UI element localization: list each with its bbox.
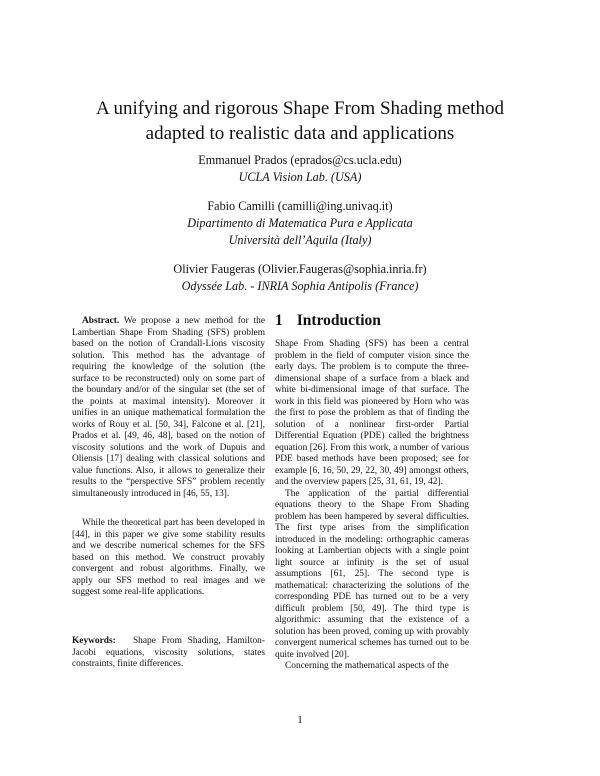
abstract: [72, 316, 265, 500]
abstract-label: Abstract.: [82, 316, 120, 326]
author-affiliation: Dipartimento di Matematica Pura e Applicata: [187, 216, 413, 230]
author-block-2: [60, 198, 540, 249]
abstract-text: We propose a new method for the Lambertian Shape From Shading (SFS) problem based on the notion of Crandall-Lions viscosity solution. This method has the advantage of requiring the knowledge of the solution (the surface to be reconstructed) only on some part of the boundary and/or of the singular set (the set of the points at maximal intensity). Moreover it unifies in an unique mathematical formulation the works of Rouy et al. [50, 34], Falcone et al. [21], Prados et al. [49, 46, 48], based on the notion of viscosity solutions and the work of Dupuis and Oliensis [17] dealing with classical solutions and value functions. Also, it allows to generalize their results to the “perspective SFS” problem recently simultaneously introduced in [46, 55, 13].: [72, 316, 265, 499]
intro-column: [275, 339, 469, 673]
intro-paragraph-1: Shape From Shading (SFS) has been a central problem in the field of computer vision since the early days. The problem is to compute the three-dimensional shape of a surface from a black and white bi-dimensional image of that surface. The work in this field was pioneered by Horn who was the first to pose the problem as that of finding the solution of a nonlinear first-order Partial Differential Equation (PDE) called the brightness equation [26]. From this work, a number of various PDE based methods have been proposed; see for example [6, 16, 50, 29, 22, 30, 49] amongst others, and the overview papers [25, 31, 61, 19, 42].: [275, 339, 469, 487]
paper-title: [60, 96, 540, 146]
author-name: Olivier Faugeras (Olivier.Faugeras@sophia.inria.fr): [173, 262, 427, 276]
page-number: 1: [297, 714, 303, 726]
author-affiliation: Università dell’Aquila (Italy): [228, 233, 372, 247]
title-line-1: A unifying and rigorous Shape From Shading method: [96, 98, 504, 119]
abstract-paragraph-2: [72, 518, 265, 599]
keywords-text: Shape From Shading, Hamilton-Jacobi equations, viscosity solutions, states constraints, finite differences.: [72, 636, 265, 669]
section-heading: [275, 312, 381, 330]
keywords-label: Keywords:: [72, 636, 116, 646]
intro-paragraph-2: The application of the partial differential equations theory to the Shape From Shading problem has been hampered by several difficulties. The first type arises from the simplification introduced in the modeling: orthographic cameras looking at Lambertian objects with a single point light source at infinity is the set of usual assumptions [61, 25]. The second type is mathematical: characterizing the solutions of the corresponding PDE has turned out to be a very difficult problem [50, 49]. The third type is algorithmic: assuming that the existence of a solution has been proved, coming up with provably convergent numerical schemes has turned out to be quite involved [20].: [275, 488, 469, 660]
section-title: Introduction: [296, 312, 381, 329]
author-name: Emmanuel Prados (eprados@cs.ucla.edu): [198, 153, 402, 167]
author-block-3: [60, 261, 540, 295]
title-line-2: adapted to realistic data and applications: [145, 123, 455, 144]
keywords: [72, 636, 265, 671]
abstract-para2-text: While the theoretical part has been developed in [44], in this paper we give some stability results and we describe numerical schemes for the SFS based on this method. We construct provably convergent and robust algorithms. Finally, we apply our SFS method to real images and we suggest some real-life applications.: [72, 518, 265, 597]
author-affiliation: UCLA Vision Lab. (USA): [238, 170, 362, 184]
intro-paragraph-3: Concerning the mathematical aspects of the: [285, 661, 449, 671]
author-name: Fabio Camilli (camilli@ing.univaq.it): [207, 199, 393, 213]
section-number: 1: [275, 312, 283, 329]
author-block-1: [60, 152, 540, 186]
author-affiliation: Odyssée Lab. - INRIA Sophia Antipolis (France): [181, 279, 419, 293]
